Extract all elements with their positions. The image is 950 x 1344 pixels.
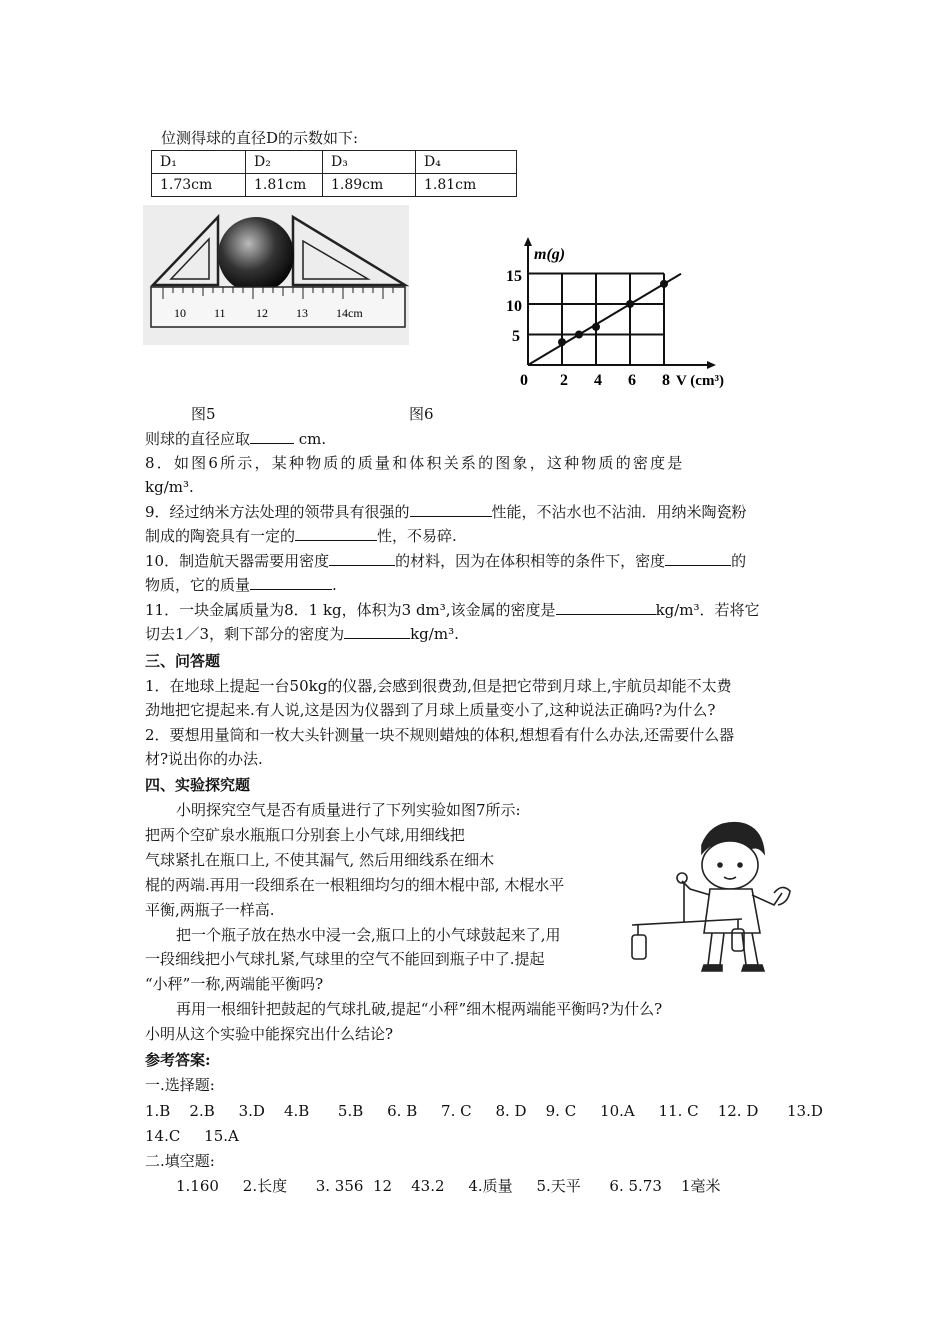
- table-header: D₂: [246, 151, 323, 174]
- answers-fill-row: 1.160 2.长度 3. 356 12 43.2 4.质量 5.天平 6. 5.73 1毫米: [176, 1177, 721, 1195]
- data-point: [660, 280, 668, 288]
- experiment-text: 再用一根细针把鼓起的气球扎破,提起“小秤”细木棍两端能平衡吗?为什么?: [176, 1000, 663, 1018]
- section-4-heading: 四、实验探究题: [145, 776, 251, 794]
- x-axis-arrow: [707, 361, 716, 369]
- ruler-tick-label: 11: [214, 306, 226, 320]
- x-axis-label: V (cm³): [676, 373, 724, 389]
- figure-7-boy-balance: [612, 815, 807, 985]
- question-11-line-2: 切去1／3，剩下部分的密度为 kg/m³.: [145, 625, 459, 643]
- question-11-line-1: 11．一块金属质量为8．1 kg，体积为3 dm³,该金属的密度是 kg/m³．若将它: [145, 601, 760, 619]
- data-point: [592, 323, 600, 331]
- figure-6-caption: 图6: [409, 405, 434, 423]
- answers-choice-row: 1.B 2.B 3.D 4.B 5.B 6. B 7. C 8. D 9. C 10.A 11. C 12. D 13.D: [145, 1102, 823, 1120]
- experiment-text: 一段细线把小气球扎紧,气球里的空气不能回到瓶子中了.提起: [145, 950, 545, 968]
- experiment-text: “小秤”一称,两端能平衡吗?: [145, 975, 324, 993]
- origin-label: 0: [520, 372, 528, 389]
- experiment-text: 小明探究空气是否有质量进行了下列实验如图7所示:: [176, 801, 521, 819]
- experiment-text: 把两个空矿泉水瓶瓶口分别套上小气球,用细线把: [145, 826, 465, 844]
- answers-choice-heading: 一.选择题:: [145, 1076, 215, 1094]
- table-header: D₄: [416, 151, 517, 174]
- x-tick-label: 8: [662, 372, 670, 389]
- y-tick-label: 15: [506, 268, 522, 285]
- data-point: [575, 331, 583, 339]
- ruler-tick-label: 12: [256, 306, 268, 320]
- question-diameter: 则球的直径应取 cm.: [145, 430, 327, 448]
- question-9-line-2: 制成的陶瓷具有一定的 性，不易碎.: [145, 527, 457, 545]
- y-tick-label: 10: [506, 298, 522, 315]
- answers-choice-row: 14.C 15.A: [145, 1127, 239, 1145]
- x-tick-label: 2: [560, 372, 568, 389]
- qa-1-line-1: 1．在地球上提起一台50kg的仪器,会感到很费劲,但是把它带到月球上,宇航员却能不太费: [145, 677, 732, 695]
- table-cell: 1.81cm: [416, 174, 517, 197]
- ball: [218, 217, 294, 293]
- y-axis-arrow: [524, 237, 532, 246]
- data-point: [626, 300, 634, 308]
- question-8-line-2: kg/m³.: [145, 478, 194, 496]
- experiment-text: 小明从这个实验中能探究出什么结论?: [145, 1025, 394, 1043]
- intro-text: 位测得球的直径D的示数如下:: [161, 129, 359, 147]
- table-header: D₁: [152, 151, 246, 174]
- x-tick-label: 6: [628, 372, 636, 389]
- qa-1-line-2: 劲地把它提起来.有人说,这是因为仪器到了月球上质量变小了,这种说法正确吗?为什么?: [145, 701, 716, 719]
- qa-2-line-2: 材?说出你的办法.: [145, 750, 263, 768]
- question-8-line-1: 8．如图6所示，某种物质的质量和体积关系的图象，这种物质的密度是: [145, 454, 685, 472]
- experiment-text: 气球紧扎在瓶口上, 不使其漏气, 然后用细线系在细木: [145, 851, 495, 869]
- qa-2-line-1: 2．要想用量筒和一枚大头针测量一块不规则蜡烛的体积,想想看有什么办法,还需要什么器: [145, 726, 735, 744]
- y-axis-label: m(g): [534, 246, 566, 263]
- x-tick-label: 4: [594, 372, 602, 389]
- experiment-text: 棍的两端.再用一段细系在一根粗细均匀的细木棍中部, 木棍水平: [145, 876, 565, 894]
- figure-6-mass-volume-chart: [500, 235, 760, 395]
- answers-heading: 参考答案:: [145, 1051, 211, 1069]
- table-cell: 1.81cm: [246, 174, 323, 197]
- ruler-tick-label: 14cm: [336, 306, 363, 320]
- figure-5-ruler-ball: [143, 205, 409, 345]
- table-cell: 1.73cm: [152, 174, 246, 197]
- series-line: [528, 274, 681, 365]
- section-3-heading: 三、问答题: [145, 652, 221, 670]
- diameter-table: [151, 150, 517, 197]
- table-cell: 1.89cm: [323, 174, 416, 197]
- question-10-line-2: 物质，它的质量 .: [145, 576, 337, 594]
- y-tick-label: 5: [512, 328, 520, 345]
- question-9-line-1: 9．经过纳米方法处理的领带具有很强的 性能，不沾水也不沾油．用纳米陶瓷粉: [145, 503, 747, 521]
- experiment-text: 平衡,两瓶子一样高.: [145, 901, 275, 919]
- figure-5-caption: 图5: [191, 405, 216, 423]
- experiment-text: 把一个瓶子放在热水中浸一会,瓶口上的小气球鼓起来了,用: [176, 926, 561, 944]
- ruler-tick-label: 13: [296, 306, 308, 320]
- table-header: D₃: [323, 151, 416, 174]
- data-point: [558, 338, 566, 346]
- answers-fill-heading: 二.填空题:: [145, 1152, 215, 1170]
- ruler-tick-label: 10: [174, 306, 186, 320]
- question-10-line-1: 10．制造航天器需要用密度 的材料，因为在体积相等的条件下，密度 的: [145, 552, 747, 570]
